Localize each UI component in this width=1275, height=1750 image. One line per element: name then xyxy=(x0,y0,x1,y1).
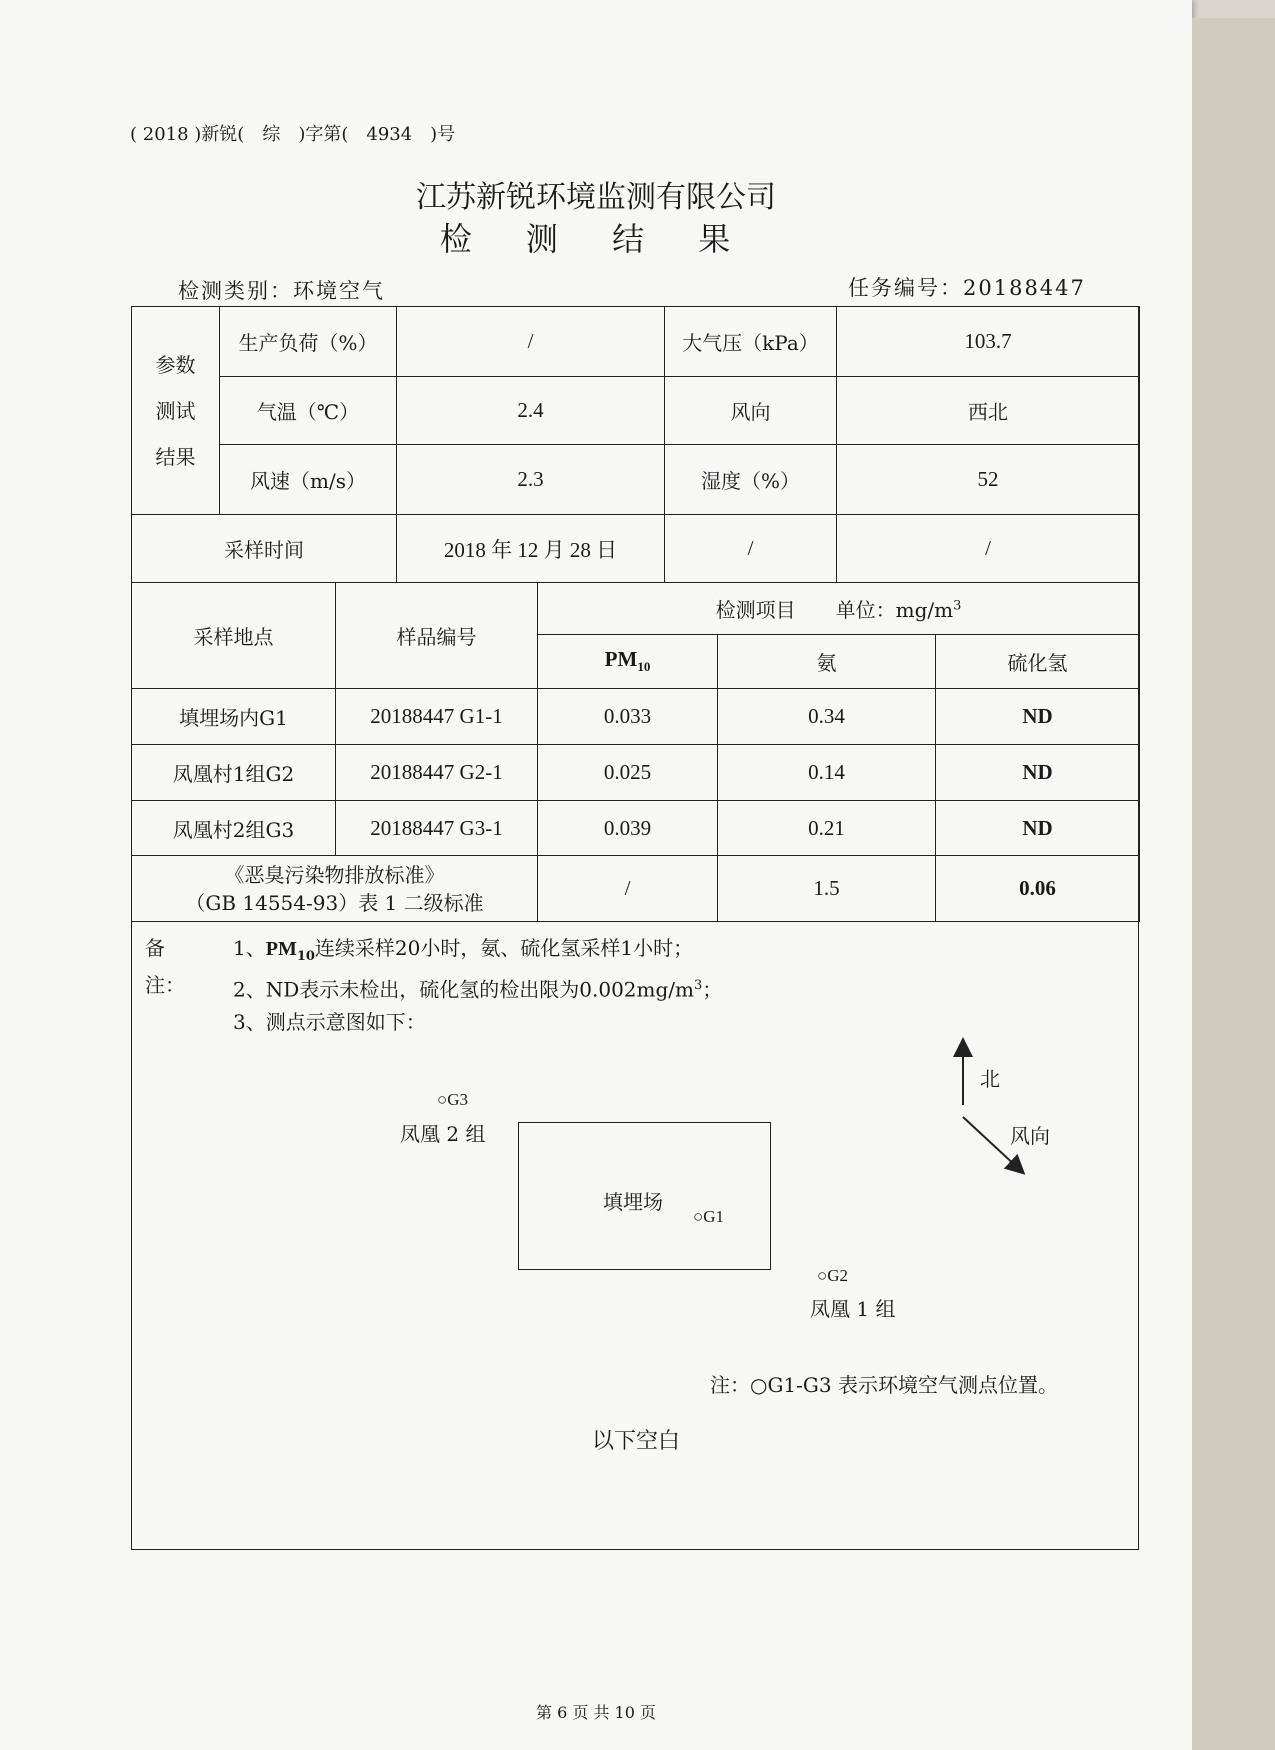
standard-row xyxy=(132,856,1140,922)
point-g1: ○G1 xyxy=(693,1207,725,1226)
col-header-nh3: 氨 xyxy=(718,635,936,689)
h2s-cell: ND xyxy=(936,689,1140,745)
note-2-end: ； xyxy=(702,977,723,1002)
param-group-label-2: 测试 xyxy=(155,398,196,423)
notes-label: 备注： xyxy=(145,936,185,997)
param-group-label-1: 参数 xyxy=(155,352,196,377)
document-number: ( 2018 )新锐( 综 )字第( 4934 )号 xyxy=(130,124,456,145)
note-1-pm: PM xyxy=(265,938,297,960)
pm10-cell: 0.033 xyxy=(538,689,718,745)
village-2-label: 凤凰 2 组 xyxy=(400,1122,486,1146)
param-row xyxy=(132,377,1140,445)
note-2-text: 2、ND表示未检出，硫化氢的检出限为0.002mg/m xyxy=(233,977,694,1002)
site-cell: 凤凰村1组G2 xyxy=(132,745,336,801)
nh3-cell: 0.34 xyxy=(718,689,936,745)
param-group-label-3: 结果 xyxy=(155,444,196,469)
sampling-time-table xyxy=(131,514,1140,583)
results-table xyxy=(131,582,1140,856)
site-cell: 凤凰村2组G3 xyxy=(132,801,336,856)
table-row xyxy=(132,801,1140,856)
note-2 xyxy=(233,967,722,1009)
param-value: 103.7 xyxy=(837,307,1140,377)
pm10-cell: 0.039 xyxy=(538,801,718,856)
items-header-text: 检测项目 单位：mg/m xyxy=(715,598,954,622)
sample-cell: 20188447 G1-1 xyxy=(336,689,538,745)
items-header xyxy=(538,583,1140,635)
wind-direction-label: 风向 xyxy=(1010,1124,1050,1148)
sample-cell: 20188447 G2-1 xyxy=(336,745,538,801)
param-row xyxy=(132,445,1140,515)
col-header-h2s: 硫化氢 xyxy=(936,635,1140,689)
param-label: 湿度（%） xyxy=(665,445,837,515)
param-group-label xyxy=(132,307,220,515)
nh3-cell: 0.14 xyxy=(718,745,936,801)
sample-cell: 20188447 G3-1 xyxy=(336,801,538,856)
pm-sub: 10 xyxy=(637,659,651,675)
standard-nh3: 1.5 xyxy=(718,856,936,922)
blank-marker: 以下空白 xyxy=(592,1429,681,1454)
col-header-pm10 xyxy=(538,635,718,689)
standard-h2s: 0.06 xyxy=(936,856,1140,922)
standard-table xyxy=(131,855,1140,922)
sampling-extra: / xyxy=(665,515,837,583)
standard-name xyxy=(132,856,538,922)
param-label: 大气压（kPa） xyxy=(665,307,837,377)
standard-line-2: （GB 14554-93）表 1 二级标准 xyxy=(185,890,484,915)
param-row xyxy=(132,307,1140,377)
sampling-time-value: 2018 年 12 月 28 日 xyxy=(397,515,665,583)
param-label: 风速（m/s） xyxy=(220,445,397,515)
point-g2: ○G2 xyxy=(817,1266,849,1285)
pm-text: PM xyxy=(604,647,638,672)
param-label: 风向 xyxy=(665,377,837,445)
note-2-sup: 3 xyxy=(694,978,703,993)
col-header-sample: 样品编号 xyxy=(336,583,538,689)
param-label: 生产负荷（%） xyxy=(220,307,397,377)
h2s-cell: ND xyxy=(936,801,1140,856)
north-label: 北 xyxy=(980,1067,1000,1091)
village-1-label: 凤凰 1 组 xyxy=(810,1297,896,1321)
standard-line-1: 《恶臭污染物排放标准》 xyxy=(224,862,445,887)
h2s-cell: ND xyxy=(936,745,1140,801)
compass-wind-diagram xyxy=(950,1035,1030,1175)
map-legend: 注：○G1-G3 表示环境空气测点位置。 xyxy=(710,1373,1058,1397)
nh3-cell: 0.21 xyxy=(718,801,936,856)
note-1-prefix: 1、 xyxy=(233,936,266,960)
site-cell: 填埋场内G1 xyxy=(132,689,336,745)
document-title: 检 测 结 果 xyxy=(439,220,753,258)
page-edge-background xyxy=(1192,18,1275,1750)
table-row xyxy=(132,689,1140,745)
col-header-site: 采样地点 xyxy=(132,583,336,689)
param-value: 西北 xyxy=(837,377,1140,445)
param-label: 气温（℃） xyxy=(220,377,397,445)
items-header-sup: 3 xyxy=(953,598,962,614)
parameter-table xyxy=(131,306,1140,515)
param-value: 2.4 xyxy=(397,377,665,445)
company-name: 江苏新锐环境监测有限公司 xyxy=(416,180,776,215)
param-value: 2.3 xyxy=(397,445,665,515)
landfill-label: 填埋场 xyxy=(603,1190,663,1214)
results-header-row xyxy=(132,583,1140,635)
pm10-cell: 0.025 xyxy=(538,745,718,801)
note-1-sub: 10 xyxy=(296,949,315,964)
task-number: 任务编号：20188447 xyxy=(848,276,1086,300)
table-row xyxy=(132,745,1140,801)
point-g3: ○G3 xyxy=(437,1090,469,1109)
test-category: 检测类别：环境空气 xyxy=(178,279,385,303)
page-number: 第 6 页 共 10 页 xyxy=(536,1703,656,1722)
param-value: / xyxy=(397,307,665,377)
param-value: 52 xyxy=(837,445,1140,515)
sampling-extra: / xyxy=(837,515,1140,583)
sampling-time-label: 采样时间 xyxy=(132,515,397,583)
note-1-text: 连续采样20小时，氨、硫化氢采样1小时； xyxy=(314,936,694,960)
sampling-time-row xyxy=(132,515,1140,583)
standard-pm10: / xyxy=(538,856,718,922)
note-3: 3、测点示意图如下： xyxy=(233,1010,426,1034)
